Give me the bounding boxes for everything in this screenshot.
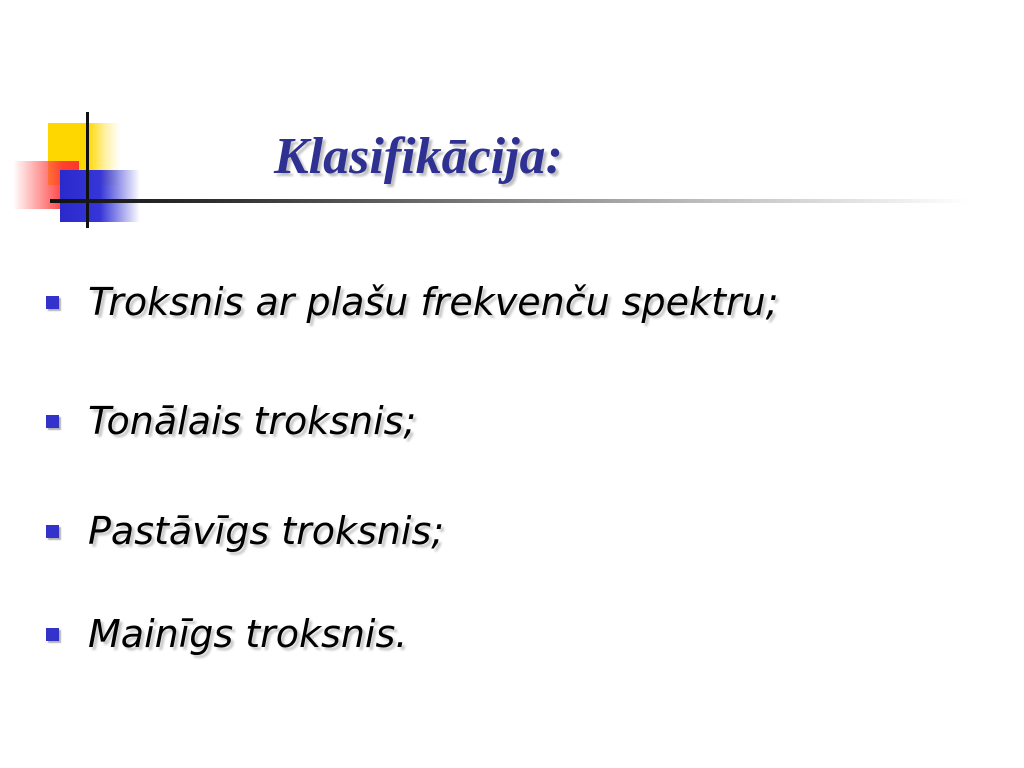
- decorative-blue-square: [60, 170, 140, 222]
- decorative-vertical-line: [86, 112, 89, 228]
- bullet-text: Mainīgs troksnis.: [88, 612, 408, 656]
- bullet-square-icon: [46, 628, 59, 641]
- bullet-text: Tonālais troksnis;: [88, 399, 417, 443]
- bullet-square-icon: [46, 296, 59, 309]
- bullet-text: Troksnis ar plašu frekvenču spektru;: [88, 280, 779, 324]
- slide-title: Klasifikācija:: [274, 128, 563, 185]
- bullet-square-icon: [46, 415, 59, 428]
- bullet-text: Pastāvīgs troksnis;: [88, 509, 445, 553]
- bullet-square-icon: [46, 525, 59, 538]
- title-underline-rule: [50, 199, 970, 203]
